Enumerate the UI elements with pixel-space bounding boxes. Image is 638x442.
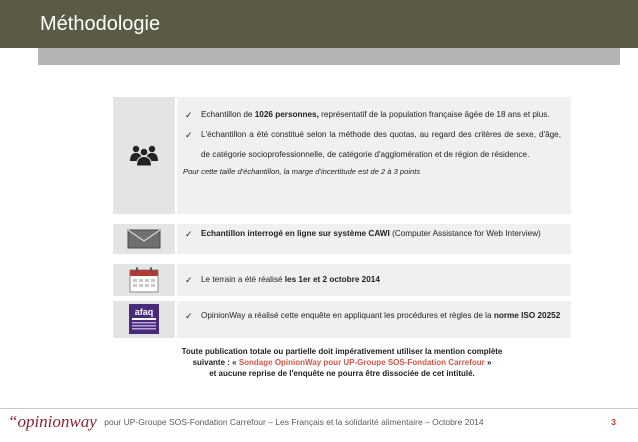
text-cell — [177, 264, 571, 296]
list-item: ✓ Le terrain a été réalisé les 1er et 2 octobre 2014 — [185, 275, 380, 285]
footer-caption: pour UP-Groupe SOS-Fondation Carrefour – Les Français et la solidarité alimentaire – Octobre 2014 — [104, 417, 484, 427]
icon-cell — [113, 264, 175, 296]
checkmark-icon: ✓ — [185, 130, 193, 140]
icon-cell — [113, 301, 175, 338]
title-subbar — [38, 48, 620, 65]
icon-cell — [113, 97, 175, 214]
icon-cell — [113, 224, 175, 254]
checkmark-icon: ✓ — [185, 229, 193, 239]
calendar-icon — [129, 267, 159, 293]
text-cell — [177, 224, 571, 254]
uncertainty-note: Pour cette taille d'échantillon, la marge d'incertitude est de 2 à 3 points — [183, 167, 421, 176]
list-item: ✓ Echantillon de 1026 personnes, représentatif de la population française âgée de 18 ans et plus. — [183, 105, 561, 125]
page-title: Méthodologie — [40, 13, 161, 35]
opinionway-logo: “opinionway — [8, 412, 97, 431]
afaq-certification-icon — [129, 304, 159, 334]
methodology-row-online — [113, 224, 571, 254]
footer-divider — [0, 408, 638, 409]
list-item: ✓ L'échantillon a été constitué selon la méthode des quotas, au regard des critères de sexe, d'âge, de catégorie socioprofessionnelle, de catégorie d'agglomération et de région de résidence. — [183, 125, 561, 165]
publication-disclaimer: Toute publication totale ou partielle doit impérativement utiliser la mention complète suivante : « Sondage OpinionWay pour UP-Groupe SOS-Fondation Carrefour » et aucune reprise de l'enquête ne pourra être dissociée de cet intitulé. — [181, 347, 503, 379]
checkmark-icon: ✓ — [185, 275, 193, 285]
checkmark-icon: ✓ — [185, 311, 193, 321]
text-cell — [177, 301, 571, 338]
checkmark-icon: ✓ — [185, 110, 193, 120]
methodology-row-dates — [113, 264, 571, 296]
methodology-row-iso — [113, 301, 571, 338]
envelope-icon — [127, 229, 161, 249]
methodology-row-sample — [113, 97, 571, 214]
svg-text:afaq: afaq — [134, 307, 154, 317]
people-icon — [129, 144, 159, 166]
text-cell — [177, 97, 571, 214]
page-number: 3 — [611, 417, 616, 427]
title-bar — [0, 0, 638, 48]
list-item: ✓ Echantillon interrogé en ligne sur système CAWI (Computer Assistance for Web Interview) — [185, 229, 541, 239]
footer — [8, 412, 484, 432]
list-item: ✓ OpinionWay a réalisé cette enquête en appliquant les procédures et règles de la norme ISO 20252 — [185, 311, 561, 321]
